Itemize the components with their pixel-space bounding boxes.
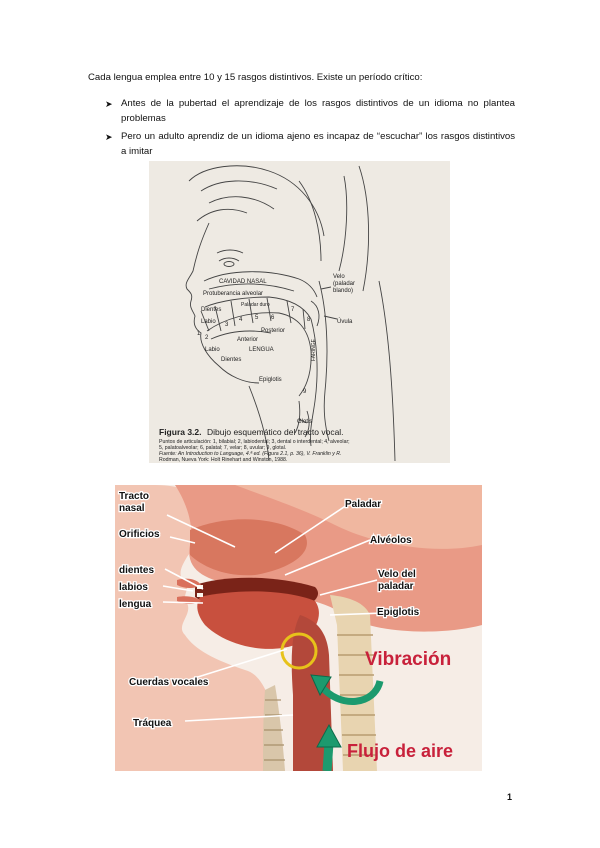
num-9: 9: [303, 389, 307, 395]
num-5: 5: [255, 315, 259, 321]
label-blando: blando): [333, 288, 354, 294]
label-faringe: FARINGE: [311, 339, 317, 361]
bullet-text: Antes de la pubertad el aprendizaje de los rasgos distintivos de un idioma no plantea problemas: [121, 98, 515, 124]
fig2-label-orificios: Orificios: [119, 529, 160, 540]
label-protuberancia: Protuberancia alveolar: [203, 291, 264, 297]
num-2: 2: [205, 335, 209, 341]
label-labio-bottom: Labio: [205, 347, 220, 353]
bullet-item: [105, 130, 515, 159]
label-dientes-top: Dientes: [201, 307, 222, 313]
fig2-label-flujo: Flujo de aire: [347, 741, 454, 761]
num-4: 4: [239, 317, 243, 323]
fig2-label-labios: labios: [119, 582, 148, 593]
fig1-caption-line: Rodman, Nueva York: Holt Rinehart and Winston, 1988.: [159, 457, 288, 463]
label-paladar-duro: Paladar duro: [241, 302, 270, 308]
page-number: 1: [507, 792, 513, 802]
fig2-label-epiglotis: Epiglotis: [377, 607, 420, 618]
label-uvula: Úvula: [337, 319, 353, 325]
num-7: 7: [291, 307, 295, 313]
fig2-label-velo2: paladar: [378, 581, 414, 592]
intro-text: Cada lengua emplea entre 10 y 15 rasgos distintivos. Existe un período crítico:: [88, 72, 423, 83]
fig1-caption-label: Figura 3.2.: [159, 427, 202, 437]
fig1-caption-title: Dibujo esquemático del tracto vocal.: [207, 427, 344, 437]
label-velo: Velo: [333, 274, 345, 280]
label-anterior: Anterior: [237, 337, 259, 343]
fig2-label-dientes: dientes: [119, 565, 155, 576]
num-3: 3: [225, 322, 229, 328]
bullet-item: [105, 97, 515, 126]
fig2-label-lengua: lengua: [119, 599, 152, 610]
fig2-label-nasal: nasal: [119, 503, 145, 514]
label-lengua: LENGUA: [249, 347, 274, 353]
fig2-label-velo: Velo del: [378, 569, 416, 580]
label-cavidad-nasal: CAVIDAD NASAL: [219, 279, 267, 285]
label-paladar-blando: (paladar: [333, 281, 356, 287]
fig1-caption-line: Fuente: An Introduction to Language, 4.ª ed. (Figura 2.1, p. 36), V. Franklin y R.: [159, 451, 342, 457]
num-8: 8: [307, 317, 311, 323]
label-dientes-bottom: Dientes: [221, 357, 242, 363]
num-1: 1: [197, 331, 201, 337]
vocal-anatomy-illustration: [115, 485, 482, 771]
label-epiglotis: Epiglotis: [259, 377, 282, 383]
fig2-label-traquea: Tráquea: [133, 718, 172, 729]
arrow-bullet-icon: ➤: [105, 132, 113, 142]
fig2-label-tracto: Tracto: [119, 491, 150, 502]
arrow-bullet-icon: ➤: [105, 99, 113, 109]
fig2-label-cuerdas: Cuerdas vocales: [129, 677, 209, 688]
fig1-caption-line: 5, palatoalveolar; 6, palatal; 7, velar; 8, uvular; 9, glotal.: [159, 445, 287, 451]
label-posterior: Posterior: [261, 328, 286, 334]
vocal-tract-schematic: [149, 161, 450, 463]
fig2-label-paladar: Paladar: [345, 499, 382, 510]
bullet-list: [105, 97, 515, 163]
num-6: 6: [271, 315, 275, 321]
fig2-label-alveolos: Alvéolos: [370, 535, 412, 546]
fig1-caption-line: Puntos de articulación: 1, bilabial; 2, labiodental; 3, dental o interdental; 4, alveolar;: [159, 439, 350, 445]
label-glotis: Glotis: [297, 419, 313, 425]
bullet-text: Pero un adulto aprendiz de un idioma ajeno es incapaz de “escuchar” los rasgos distintivos a imitar: [121, 131, 515, 157]
label-labio-top: Labio: [201, 319, 216, 325]
fig2-label-vibracion: Vibración: [365, 649, 452, 670]
